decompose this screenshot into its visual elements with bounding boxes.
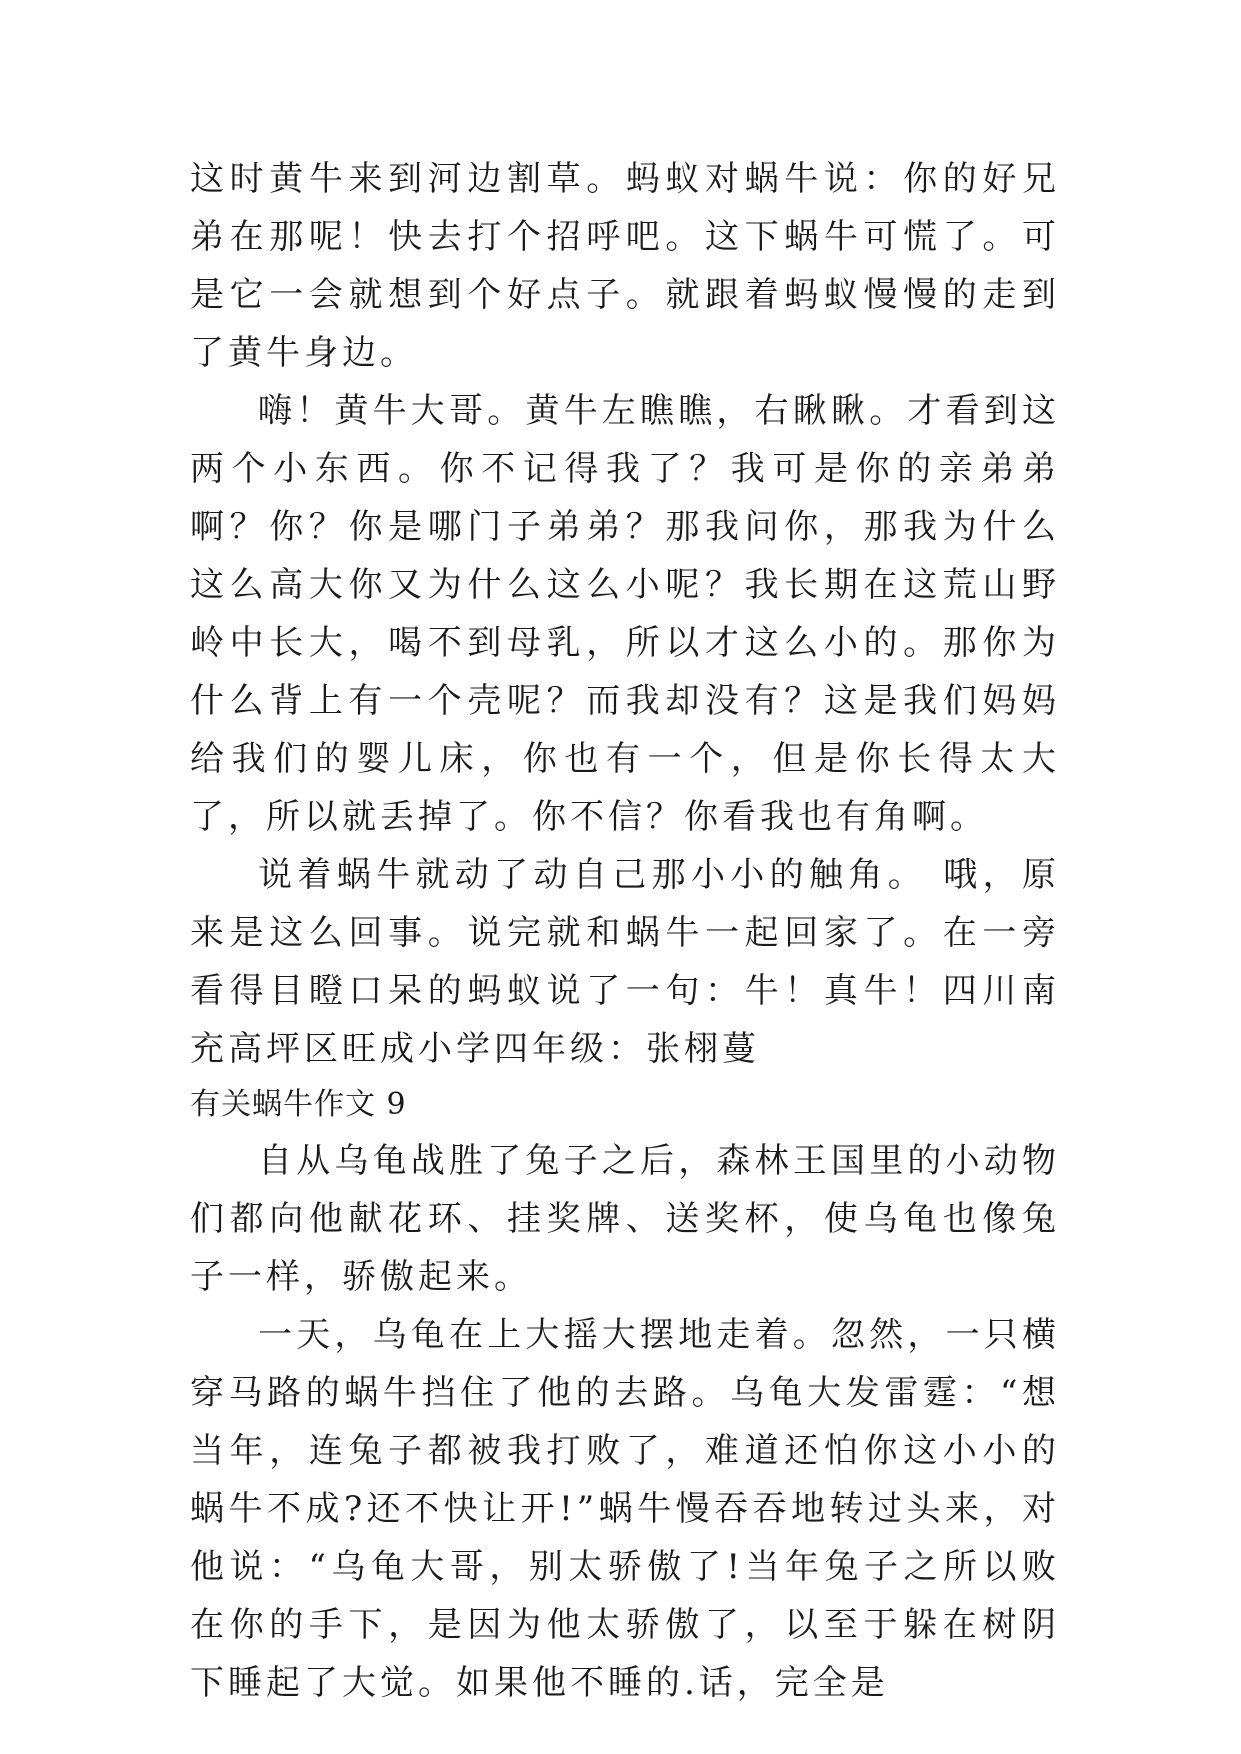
document-page	[190, 150, 1060, 1712]
paragraph-1: 这时黄牛来到河边割草。蚂蚁对蜗牛说：你的好兄弟在那呢！快去打个招呼吧。这下蜗牛可慌了。可是它一会就想到个好点子。就跟着蚂蚁慢慢的走到了黄牛身边。	[190, 159, 1060, 373]
paragraph-5: 一天，乌龟在上大摇大摆地走着。忽然，一只横穿马路的蜗牛挡住了他的去路。乌龟大发雷霆：“想当年，连兔子都被我打败了，难道还怕你这小小的蜗牛不成?还不快让开!”蜗牛慢吞吞地转过头来，对他说：“乌龟大哥，别太骄傲了!当年兔子之所以败在你的手下，是因为他太骄傲了，以至于躲在树阴下睡起了大觉。如果他不睡的.话，完全是	[190, 1315, 1060, 1703]
paragraph-2: 嗨！黄牛大哥。黄牛左瞧瞧，右瞅瞅。才看到这两个小东西。你不记得我了？我可是你的亲弟弟啊？你？你是哪门子弟弟？那我问你，那我为什么这么高大你又为什么这么小呢？我长期在这荒山野岭中长大，喝不到母乳，所以才这么小的。那你为什么背上有一个壳呢？而我却没有？这是我们妈妈给我们的婴儿床，你也有一个，但是你长得太大了，所以就丢掉了。你不信？你看我也有角啊。	[190, 391, 1060, 837]
paragraph-4: 自从乌龟战胜了兔子之后，森林王国里的小动物们都向他献花环、挂奖牌、送奖杯，使乌龟也像兔子一样，骄傲起来。	[190, 1141, 1060, 1297]
section-heading: 有关蜗牛作文 9	[190, 1087, 407, 1122]
paragraph-3: 说着蜗牛就动了动自己那小小的触角。 哦，原来是这么回事。说完就和蜗牛一起回家了。在一旁看得目瞪口呆的蚂蚁说了一句：牛！真牛！四川南充高坪区旺成小学四年级：张栩蔓	[190, 855, 1060, 1069]
